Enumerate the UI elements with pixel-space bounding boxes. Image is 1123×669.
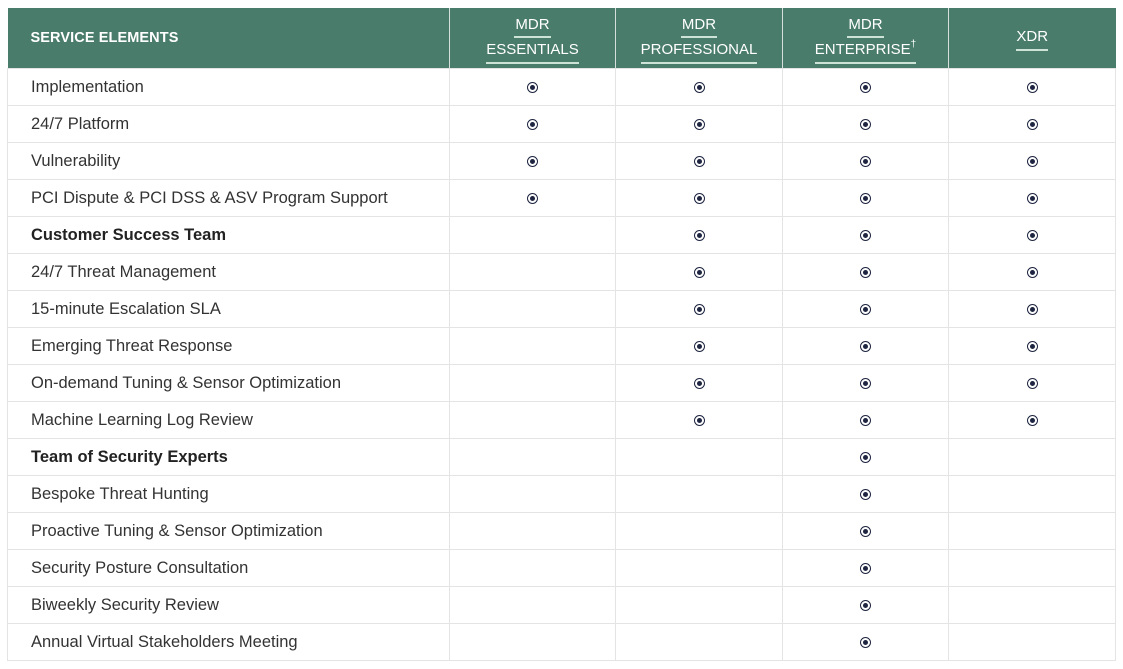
table-row [8,513,1116,550]
availability-cell [450,439,616,476]
included-bullet-icon [860,156,871,167]
availability-cell [450,365,616,402]
included-bullet-icon [694,378,705,389]
availability-cell [450,180,616,217]
table-row [8,365,1116,402]
availability-cell [949,180,1116,217]
availability-cell [616,217,783,254]
included-bullet-icon [694,82,705,93]
service-element-label: 15-minute Escalation SLA [8,291,450,328]
service-element-label: Bespoke Threat Hunting [8,476,450,513]
table-row [8,587,1116,624]
table-row [8,143,1116,180]
included-bullet-icon [694,193,705,204]
availability-cell [616,476,783,513]
availability-cell [616,587,783,624]
availability-cell [783,180,949,217]
availability-cell [783,328,949,365]
section-row [8,439,1116,476]
included-bullet-icon [860,415,871,426]
included-bullet-icon [1027,341,1038,352]
availability-cell [949,624,1116,661]
availability-cell [949,513,1116,550]
availability-cell [616,624,783,661]
availability-cell [783,254,949,291]
included-bullet-icon [860,637,871,648]
availability-cell [783,69,949,106]
availability-cell [949,587,1116,624]
included-bullet-icon [860,489,871,500]
section-label: Team of Security Experts [8,439,450,476]
table-header [8,8,1116,69]
availability-cell [450,69,616,106]
included-bullet-icon [860,230,871,241]
service-element-label: Biweekly Security Review [8,587,450,624]
column-header-xdr [949,8,1116,69]
included-bullet-icon [860,378,871,389]
availability-cell [450,402,616,439]
availability-cell [949,439,1116,476]
availability-cell [783,402,949,439]
service-element-label: Machine Learning Log Review [8,402,450,439]
header-row [8,8,1116,69]
service-element-label: PCI Dispute & PCI DSS & ASV Program Support [8,180,450,217]
included-bullet-icon [694,267,705,278]
included-bullet-icon [860,82,871,93]
included-bullet-icon [860,341,871,352]
service-element-label: On-demand Tuning & Sensor Optimization [8,365,450,402]
availability-cell [783,624,949,661]
availability-cell [450,291,616,328]
included-bullet-icon [860,600,871,611]
included-bullet-icon [860,119,871,130]
availability-cell [783,217,949,254]
availability-cell [616,328,783,365]
table-row [8,254,1116,291]
table-row [8,328,1116,365]
table-row [8,291,1116,328]
availability-cell [949,254,1116,291]
availability-cell [949,476,1116,513]
included-bullet-icon [1027,378,1038,389]
service-comparison-table [7,8,1116,661]
included-bullet-icon [1027,415,1038,426]
availability-cell [616,254,783,291]
availability-cell [783,439,949,476]
included-bullet-icon [694,156,705,167]
availability-cell [949,291,1116,328]
included-bullet-icon [860,526,871,537]
service-element-label: Security Posture Consultation [8,550,450,587]
availability-cell [616,439,783,476]
column-header-line2: PROFESSIONAL [641,38,758,64]
availability-cell [450,217,616,254]
service-element-label: Proactive Tuning & Sensor Optimization [8,513,450,550]
included-bullet-icon [694,230,705,241]
included-bullet-icon [1027,82,1038,93]
availability-cell [616,69,783,106]
column-header-mdr-enterprise [783,8,949,69]
column-header-line1: MDR [514,13,550,38]
availability-cell [783,365,949,402]
table-body [8,69,1116,661]
table-row [8,476,1116,513]
availability-cell [616,180,783,217]
service-element-label: Vulnerability [8,143,450,180]
included-bullet-icon [860,193,871,204]
availability-cell [783,550,949,587]
availability-cell [783,291,949,328]
column-header-mdr-professional [616,8,783,69]
availability-cell [616,143,783,180]
table-row [8,180,1116,217]
column-header-line1: MDR [847,13,883,38]
section-label: Customer Success Team [8,217,450,254]
included-bullet-icon [1027,193,1038,204]
availability-cell [450,254,616,291]
included-bullet-icon [860,452,871,463]
availability-cell [616,550,783,587]
availability-cell [450,143,616,180]
included-bullet-icon [860,304,871,315]
column-header-mdr-essentials [450,8,616,69]
availability-cell [949,365,1116,402]
availability-cell [949,217,1116,254]
availability-cell [616,513,783,550]
included-bullet-icon [1027,267,1038,278]
table-row [8,106,1116,143]
service-comparison-table-container [7,8,1115,661]
included-bullet-icon [527,82,538,93]
availability-cell [783,143,949,180]
availability-cell [949,402,1116,439]
included-bullet-icon [527,119,538,130]
included-bullet-icon [1027,156,1038,167]
column-header-line2: ESSENTIALS [486,38,579,64]
availability-cell [616,402,783,439]
included-bullet-icon [1027,230,1038,241]
availability-cell [450,550,616,587]
availability-cell [949,106,1116,143]
availability-cell [450,328,616,365]
included-bullet-icon [860,563,871,574]
service-element-label: Emerging Threat Response [8,328,450,365]
availability-cell [949,328,1116,365]
table-row [8,624,1116,661]
table-row [8,550,1116,587]
included-bullet-icon [527,193,538,204]
included-bullet-icon [860,267,871,278]
availability-cell [616,106,783,143]
included-bullet-icon [1027,304,1038,315]
service-elements-header: SERVICE ELEMENTS [8,8,450,69]
column-header-line2: XDR [1016,25,1048,51]
column-header-line1: MDR [681,13,717,38]
availability-cell [783,587,949,624]
included-bullet-icon [1027,119,1038,130]
included-bullet-icon [694,341,705,352]
table-row [8,402,1116,439]
availability-cell [450,476,616,513]
availability-cell [949,550,1116,587]
availability-cell [450,106,616,143]
service-element-label: Implementation [8,69,450,106]
included-bullet-icon [694,119,705,130]
availability-cell [450,513,616,550]
availability-cell [783,106,949,143]
service-element-label: Annual Virtual Stakeholders Meeting [8,624,450,661]
availability-cell [783,513,949,550]
availability-cell [450,587,616,624]
availability-cell [616,291,783,328]
included-bullet-icon [694,304,705,315]
dagger-footnote-mark: † [910,38,917,50]
service-element-label: 24/7 Platform [8,106,450,143]
availability-cell [949,69,1116,106]
service-element-label: 24/7 Threat Management [8,254,450,291]
availability-cell [450,624,616,661]
section-row [8,217,1116,254]
column-header-line2: ENTERPRISE [814,40,911,58]
table-row [8,69,1116,106]
included-bullet-icon [527,156,538,167]
included-bullet-icon [694,415,705,426]
availability-cell [616,365,783,402]
availability-cell [949,143,1116,180]
availability-cell [783,476,949,513]
